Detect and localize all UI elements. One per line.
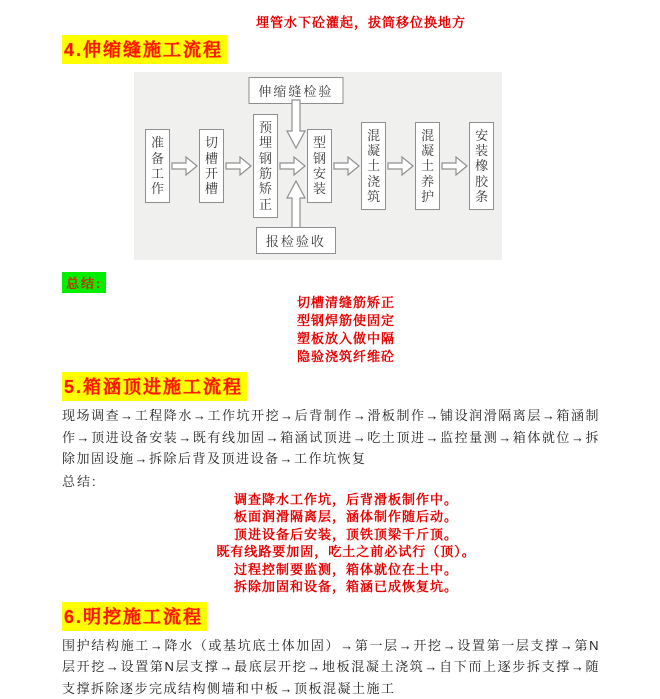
- section-5-heading: 5.箱涵顶进施工流程: [62, 372, 247, 401]
- section-5-summary-lines: [92, 491, 600, 596]
- summary-label-section4: 总结:: [62, 272, 106, 293]
- summary-line: 型钢焊筋使固定: [92, 312, 600, 330]
- summary-line: 切槽清缝筋矫正: [92, 294, 600, 312]
- section-6-body: 围护结构施工→降水（或基坑底土体加固）→第一层→开挖→设置第一层支撑→第N层开挖→设置第N层支撑→最底层开挖→地板混凝土浇筑→自下而上逐步拆支撑→随支撑拆除逐步完成结构侧墙和中板→顶板混凝土施工: [62, 635, 600, 699]
- section-4-heading: 4.伸缩缝施工流程: [62, 35, 227, 64]
- flowchart-panel: [134, 72, 502, 260]
- section-5-body: 现场调查→工程降水→工作坑开挖→后背制作→滑板制作→铺设润滑隔离层→箱涵制作→顶进设备安装→既有线加固→箱涵试顶进→吃土顶进→监控量测→箱体就位→拆除加固设施→拆除后背及顶进设备→工作坑恢复: [62, 405, 600, 470]
- section-4-summary-lines: [92, 294, 600, 366]
- right-arrow-icon: [441, 156, 468, 176]
- flow-step-box: 切槽开槽: [199, 129, 224, 202]
- section-5: [62, 370, 600, 596]
- summary-line: 顶进设备后安装，顶铁顶梁千斤顶。: [92, 526, 600, 544]
- summary-line: 隐验浇筑纤维砼: [92, 348, 600, 366]
- right-arrow-icon: [171, 156, 198, 176]
- flow-step-box: 混凝土浇筑: [361, 122, 386, 211]
- summary-line: 拆除加固和设备，箱涵已成恢复坑。: [92, 578, 600, 596]
- flow-step-box: 准备工作: [145, 129, 170, 202]
- summary-line: 板面润滑隔离层，涵体制作随后动。: [92, 508, 600, 526]
- top-annotation: 埋管水下砼灌起，拔筒移位换地方: [62, 12, 600, 31]
- section-4: [62, 33, 600, 366]
- summary-line: 过程控制要监测，箱体就位在土中。: [92, 561, 600, 579]
- flowchart-top-box: 伸缩缝检验: [248, 77, 343, 104]
- flowchart-bottom-box: 报检验收: [256, 227, 336, 254]
- right-arrow-icon: [387, 156, 414, 176]
- summary-line: 塑板放入做中隔: [92, 330, 600, 348]
- flow-step-box: 混凝土养护: [415, 122, 440, 211]
- summary-line: 调查降水工作坑，后背滑板制作中。: [92, 491, 600, 509]
- flow-step-box: 安装橡胶条: [469, 122, 494, 211]
- flowchart-main-row: [145, 114, 491, 218]
- summary-label-section5: 总结:: [62, 471, 600, 490]
- flow-step-box: 型钢安装: [307, 129, 332, 202]
- up-arrow-icon: [286, 180, 306, 230]
- flow-step-box: 预埋钢筋矫正: [253, 114, 278, 218]
- right-arrow-icon: [333, 156, 360, 176]
- right-arrow-icon: [279, 156, 306, 176]
- section-6-heading: 6.明挖施工流程: [62, 602, 207, 631]
- section-6: [62, 600, 600, 699]
- right-arrow-icon: [225, 156, 252, 176]
- summary-line: 既有线路要加固，吃土之前必试行（顶）。: [92, 543, 600, 561]
